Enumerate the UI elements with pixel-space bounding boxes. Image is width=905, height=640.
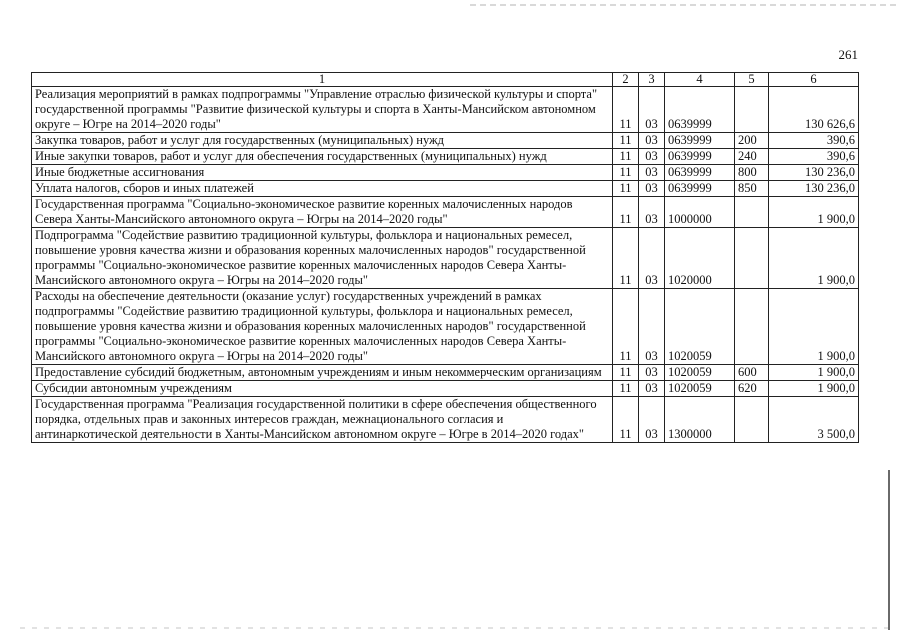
- cell-vr: [735, 289, 769, 365]
- cell-name: Субсидии автономным учреждениям: [32, 381, 613, 397]
- table-row: [32, 165, 859, 181]
- table-row: [32, 133, 859, 149]
- cell-name: Реализация мероприятий в рамках подпрограммы "Управление отраслью физической культуры и спорта" государственной программы "Развитие физической культуры и спорта в Ханты-Мансийском автономном округе – Югре на 2014–2020 годы": [32, 87, 613, 133]
- table-row: [32, 228, 859, 289]
- table-row: [32, 289, 859, 365]
- cell-vr: 800: [735, 165, 769, 181]
- cell-sum: 1 900,0: [769, 365, 859, 381]
- cell-csr: 1020059: [665, 381, 735, 397]
- cell-rz: 11: [613, 87, 639, 133]
- cell-sum: 130 626,6: [769, 87, 859, 133]
- cell-pr: 03: [639, 397, 665, 443]
- cell-pr: 03: [639, 228, 665, 289]
- page-number: 261: [838, 47, 858, 62]
- cell-name: Уплата налогов, сборов и иных платежей: [32, 181, 613, 197]
- cell-name: Закупка товаров, работ и услуг для государственных (муниципальных) нужд: [32, 133, 613, 149]
- cell-name: Государственная программа "Реализация государственной политики в сфере обеспечения общественного порядка, отдельных прав и законных интересов граждан, межнационального согласия и антинаркотической деятельности в Ханты-Мансийском автономном округе – Югре в 2014–2020 годах": [32, 397, 613, 443]
- cell-rz: 11: [613, 165, 639, 181]
- cell-sum: 1 900,0: [769, 381, 859, 397]
- cell-sum: 130 236,0: [769, 165, 859, 181]
- scan-artifact-top: [470, 4, 900, 6]
- cell-name: Подпрограмма "Содействие развитию традиционной культуры, фольклора и национальных ремесел, повышение уровня качества жизни и образования коренных малочисленных народов" государственной программы "Социально-экономическое развитие коренных малочисленных народов Севера Ханты-Мансийского автономного округа – Югры на 2014–2020 годы": [32, 228, 613, 289]
- table-row: [32, 381, 859, 397]
- table-row: [32, 197, 859, 228]
- cell-rz: 11: [613, 365, 639, 381]
- cell-csr: 1020000: [665, 228, 735, 289]
- header-cell: 6: [769, 73, 859, 87]
- cell-vr: 850: [735, 181, 769, 197]
- cell-vr: [735, 87, 769, 133]
- cell-rz: 11: [613, 397, 639, 443]
- table-row: [32, 397, 859, 443]
- cell-vr: 600: [735, 365, 769, 381]
- cell-pr: 03: [639, 165, 665, 181]
- table-row: [32, 365, 859, 381]
- cell-csr: 1300000: [665, 397, 735, 443]
- cell-sum: 3 500,0: [769, 397, 859, 443]
- cell-name: Расходы на обеспечение деятельности (оказание услуг) государственных учреждений в рамках подпрограммы "Содействие развитию традиционной культуры, фольклора и национальных ремесел, повышение уровня качества жизни и образования коренных малочисленных народов" государственной программы "Социально-экономическое развитие коренных малочисленных народов Севера Ханты-Мансийского автономного округа – Югры на 2014–2020 годы": [32, 289, 613, 365]
- cell-rz: 11: [613, 197, 639, 228]
- table-header-row: [32, 73, 859, 87]
- cell-sum: 390,6: [769, 149, 859, 165]
- cell-name: Государственная программа "Социально-экономическое развитие коренных малочисленных народов Севера Ханты-Мансийского автономного округа – Югры на 2014–2020 годы": [32, 197, 613, 228]
- cell-pr: 03: [639, 133, 665, 149]
- cell-sum: 130 236,0: [769, 181, 859, 197]
- cell-csr: 0639999: [665, 149, 735, 165]
- cell-vr: 620: [735, 381, 769, 397]
- cell-csr: 1020059: [665, 365, 735, 381]
- header-cell: 5: [735, 73, 769, 87]
- cell-pr: 03: [639, 181, 665, 197]
- scan-artifact-bottom: [20, 627, 890, 629]
- cell-csr: 0639999: [665, 181, 735, 197]
- cell-rz: 11: [613, 133, 639, 149]
- cell-csr: 0639999: [665, 133, 735, 149]
- cell-sum: 1 900,0: [769, 197, 859, 228]
- cell-csr: 0639999: [665, 87, 735, 133]
- cell-rz: 11: [613, 149, 639, 165]
- table-row: [32, 181, 859, 197]
- cell-rz: 11: [613, 289, 639, 365]
- cell-name: Иные закупки товаров, работ и услуг для обеспечения государственных (муниципальных) нужд: [32, 149, 613, 165]
- cell-rz: 11: [613, 228, 639, 289]
- cell-pr: 03: [639, 289, 665, 365]
- table-row: [32, 87, 859, 133]
- cell-rz: 11: [613, 181, 639, 197]
- cell-sum: 390,6: [769, 133, 859, 149]
- cell-csr: 1020059: [665, 289, 735, 365]
- cell-vr: 240: [735, 149, 769, 165]
- table-row: [32, 149, 859, 165]
- cell-vr: [735, 228, 769, 289]
- cell-name: Иные бюджетные ассигнования: [32, 165, 613, 181]
- cell-pr: 03: [639, 381, 665, 397]
- cell-name: Предоставление субсидий бюджетным, автономным учреждениям и иным некоммерческим организациям: [32, 365, 613, 381]
- scan-artifact-right: [888, 470, 890, 630]
- header-cell: 2: [613, 73, 639, 87]
- budget-table: [31, 72, 859, 443]
- header-cell: 3: [639, 73, 665, 87]
- cell-vr: [735, 397, 769, 443]
- cell-rz: 11: [613, 381, 639, 397]
- cell-pr: 03: [639, 87, 665, 133]
- cell-sum: 1 900,0: [769, 228, 859, 289]
- cell-pr: 03: [639, 365, 665, 381]
- header-cell: 4: [665, 73, 735, 87]
- cell-vr: [735, 197, 769, 228]
- cell-pr: 03: [639, 149, 665, 165]
- cell-csr: 1000000: [665, 197, 735, 228]
- cell-vr: 200: [735, 133, 769, 149]
- cell-csr: 0639999: [665, 165, 735, 181]
- header-cell: 1: [32, 73, 613, 87]
- cell-sum: 1 900,0: [769, 289, 859, 365]
- cell-pr: 03: [639, 197, 665, 228]
